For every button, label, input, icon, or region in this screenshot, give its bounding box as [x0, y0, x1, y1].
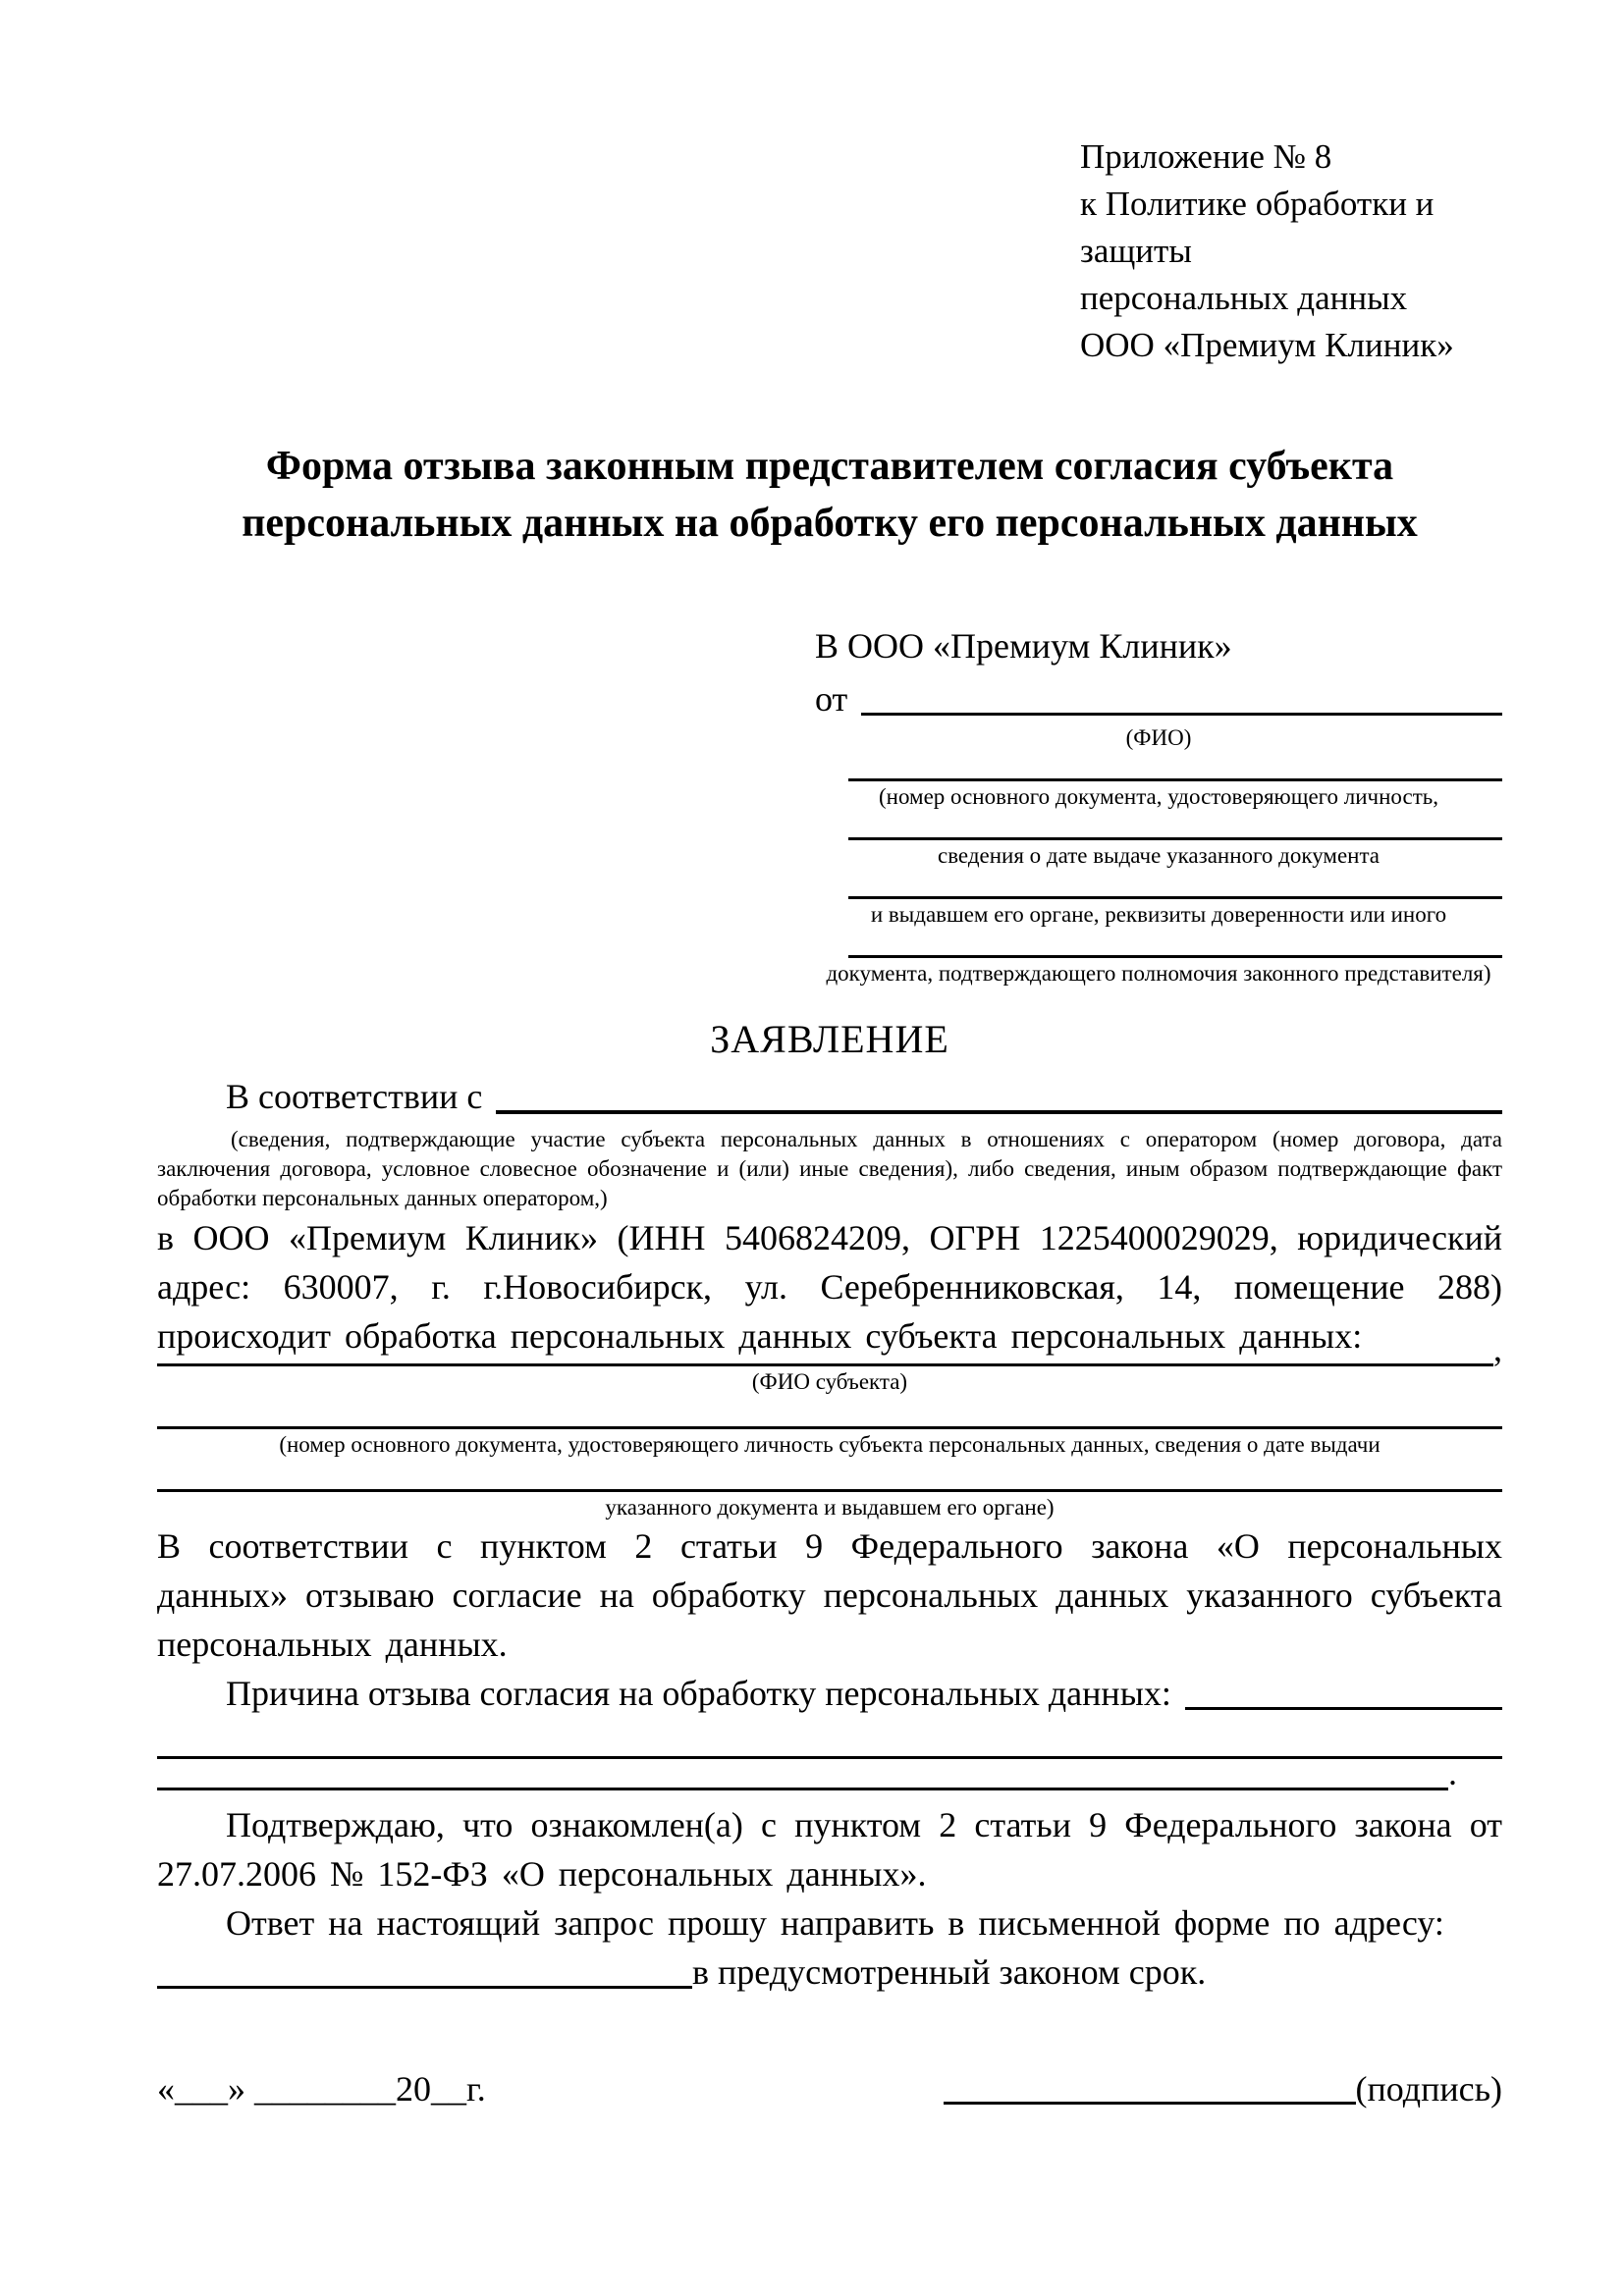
operator-paragraph: в ООО «Премиум Клиник» (ИНН 5406824209, ОГРН 1225400029029, юридический адрес: 630007, г. г.Новосибирск, ул. Серебренниковская, 14, помещение 288) происходит обработка персональных данных субъекта персональных данных:	[157, 1218, 1502, 1356]
subject-doc-row-2	[157, 1459, 1502, 1492]
header-note-line-3: персональных данных	[1080, 279, 1408, 317]
confirm-paragraph: Подтверждаю, что ознакомлен(а) с пунктом 2 статьи 9 Федерального закона от 27.07.2006 № 152-ФЗ «О персональных данных».	[157, 1805, 1502, 1894]
from-label: от	[815, 679, 848, 719]
header-note-line-1: Приложение № 8	[1080, 137, 1332, 176]
reason-period: .	[1448, 1753, 1457, 1792]
date-blank: «___» ________20__г.	[157, 2069, 486, 2109]
subject-fio-caption: (ФИО субъекта)	[751, 1369, 908, 1394]
header-note-line-2: к Политике обработки и защиты	[1080, 185, 1435, 270]
representative-fio-blank	[861, 675, 1502, 716]
accordance-row	[157, 1070, 1502, 1123]
accordance-label: В соответствии с	[226, 1077, 483, 1116]
representative-doc-blank-4	[848, 929, 1502, 958]
subject-doc-caption-1: (номер основного документа, удостоверяющего личность субъекта персональных данных, сведения о дате выдачи	[279, 1432, 1380, 1457]
header-note	[1080, 133, 1502, 369]
reason-blank-start	[1185, 1669, 1502, 1710]
reply-paragraph: Ответ на настоящий запрос прошу направить в письменной форме по адресу:	[226, 1903, 1444, 1943]
doc-title: Форма отзыва законным представителем согласия субъекта персональных данных на обработку его персональных данных	[242, 444, 1418, 546]
reason-blank-row-2	[157, 1753, 1502, 1792]
subject-doc-caption-2: указанного документа и выдавшем его органе)	[605, 1495, 1055, 1520]
reason-row	[157, 1669, 1502, 1718]
subject-fio-row	[157, 1329, 1502, 1368]
representative-doc-caption-4: документа, подтверждающего полномочия законного представителя)	[826, 961, 1491, 986]
representative-doc-blank-1	[848, 752, 1502, 781]
signature-caption: (подпись)	[1355, 2069, 1502, 2109]
subject-doc-row-1	[157, 1396, 1502, 1429]
reason-blank-line-2	[157, 1788, 1448, 1790]
subject-fio-blank	[157, 1363, 1493, 1366]
reason-blank-row-1	[157, 1718, 1502, 1759]
addressee-from-row	[815, 675, 1502, 722]
statement-heading: ЗАЯВЛЕНИЕ	[710, 1017, 949, 1061]
addressee-to: В ООО «Премиум Клиник»	[815, 626, 1232, 666]
subject-fio-comma: ,	[1493, 1329, 1502, 1368]
representative-doc-blank-2	[848, 811, 1502, 840]
representative-doc-caption-3: и выдавшем его органе, реквизиты доверенности или иного	[870, 902, 1447, 927]
subject-doc-blank-1	[157, 1426, 1502, 1429]
representative-doc-caption-1: (номер основного документа, удостоверяющего личность,	[878, 784, 1438, 809]
subject-doc-blank-2	[157, 1489, 1502, 1492]
footer-row	[157, 2065, 1502, 2112]
addressee-block	[815, 622, 1502, 988]
reply-suffix: в предусмотренный законом срок.	[692, 1952, 1207, 1992]
representative-doc-blank-3	[848, 870, 1502, 899]
fio-caption: (ФИО)	[1125, 725, 1192, 750]
signature-group	[944, 2065, 1502, 2112]
reason-label: Причина отзыва согласия на обработку персональных данных:	[226, 1674, 1171, 1713]
reason-blank-line-1	[157, 1756, 1502, 1759]
withdrawal-paragraph: В соответствии с пунктом 2 статьи 9 Федерального закона «О персональных данных» отзываю согласие на обработку персональных данных указанного субъекта персональных данных.	[157, 1526, 1502, 1664]
representative-doc-caption-2: сведения о дате выдаче указанного документа	[937, 843, 1380, 868]
accordance-fine-print: (сведения, подтверждающие участие субъекта персональных данных в отношениях с оператором (номер договора, дата заключения договора, условное словесное обозначение и (или) иные сведения), либо сведения, иным образом подтверждающие факт обработки персональных данных оператором,)	[157, 1127, 1502, 1210]
reply-address-row	[157, 1948, 1502, 1997]
accordance-blank	[496, 1070, 1502, 1114]
reply-address-blank	[157, 1948, 692, 1989]
header-note-line-4: ООО «Премиум Клиник»	[1080, 326, 1454, 364]
signature-blank	[944, 2102, 1356, 2105]
